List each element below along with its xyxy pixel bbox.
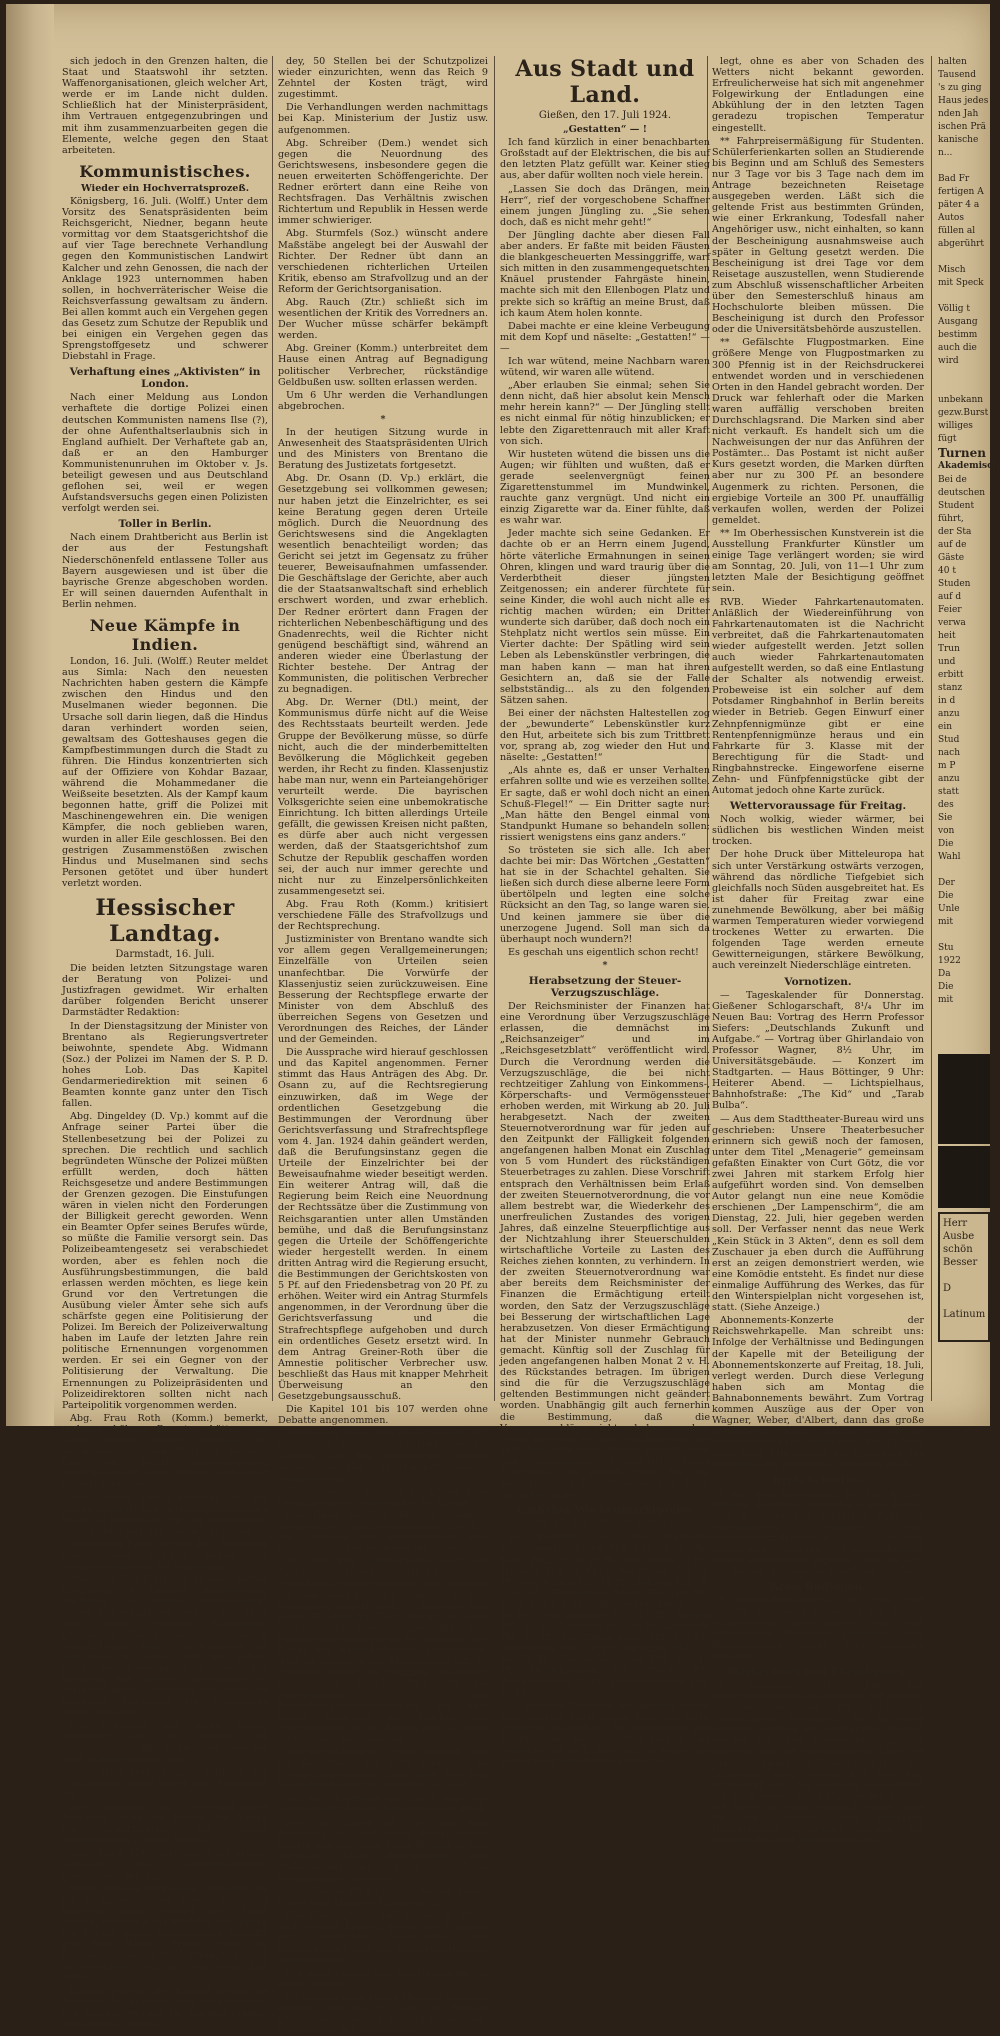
paragraph: Der Jüngling dachte aber diesen Fall aber anders. Er faßte mit beiden Fäusten die blankgescheuerten Messinggriffe, warf sich mitten in den zusammengequetschten Knäuel prustender Fahrgäste hinein, machte sich mit den Ellenbogen Platz und prekte sich so kräftig an meine Brust, daß ich kaum Atem holen konnte.	[500, 229, 710, 319]
paragraph: Abg. Dr. Osann (D. Vp.) erklärt, die Gesetzgebung sei vollkommen gewesen; nur haben jetzt die Einzelrichter, es sei keine Beratung gegen deren Urteile möglich. Durch die Neuordnung des Gerichtswesens sind die Angeklagten wesentlich benachteiligt worden; das Gericht sei jetzt im Gegensatz zu früher teuerer, Beweisaufnahmen umfassender. Die Geschäftslage der Gerichte, aber auch die der Staatsanwaltschaft sind erheblich erschwert worden, und zwar erheblich. Der Redner erörtert dann Fragen der richterlichen Nebenbeschäftigung und des Gnadenrechts, weil die Richter nicht genügend beschäftigt sind, während an anderen wieder eine Überlastung der Richter bestehe. Der Antrag der Kommunisten, die politischen Verbrecher zu begnadigen.	[278, 473, 488, 696]
paragraph: Abg. Sturmfels (Soz.) wünscht andere Maßstäbe angelegt bei der Auswahl der Richter. Der Redner übt dann an verschiedenen richterlichen Urteilen Kritik, ebenso am Strafvollzug und an der Reform der Gerichtsorganisation.	[278, 228, 488, 295]
paragraph: Noch wolkig, wieder wärmer, bei südlichen bis westlichen Winden meist trocken.	[712, 814, 924, 848]
section-separator: *	[602, 959, 608, 971]
section-heading-landtag: Hessischer Landtag.	[95, 895, 235, 947]
paragraph: Abg. Greiner (Komm.) unterbreitet dem Hause einen Antrag auf Begnadigung politischer Verbrecher, rückständige Geldbußen usw. sollten erlassen werden.	[278, 343, 488, 388]
paragraph: ** Fahrpreisermäßigung für Studenten. Schülerferienkarten sollen an Studierende bis Beginn und am Schluß des Semesters nur 3 Tage vor bis 3 Tage nach dem im Antrage bezeichneten Reisetage ausgegeben werden. Läßt sich die geltende Frist aus bestimmten Gründen, wie einer Erkrankung, Todesfall naher Angehöriger usw., nicht einhalten, so kann der Bescheinigung ausnahmsweise auch später in Geltung gesetzt werden. Die Bescheinigung ist drei Tage vor dem Reisetage auszustellen, wenn Studierende zum Abschluß wissenschaftlicher Arbeiten über den Semesterschluß hinaus am Hochschulorte bleiben müssen. Die Bescheinigung ist durch den Professor oder die Universitätsbehörde auszustellen.	[712, 135, 924, 336]
paragraph: Ich war wütend, meine Nachbarn waren wütend, wir waren alle wütend.	[500, 355, 710, 379]
paragraph: ** Mehrere Gewitter, die gestern abend über unserer Stadt zogen, brachten recht ergiebige Regenfälle, die namentlich den Hackfrüchten sehr zustatten kamen. Das Getreide hat sich hier und da unter der Einwirkung des Regens etwas ge-	[500, 1700, 710, 1768]
article-heading: Kreis Schotten.	[772, 1474, 864, 1487]
section-heading-kommunistisches: Kommunistisches.	[79, 161, 251, 181]
paragraph: Abg. Brauer (Bbd.) gibt im Namen seiner Partei eine ähnliche Erklärung ab.	[278, 1886, 488, 1909]
dateline: Darmstadt, 16. Juli.	[115, 949, 215, 960]
paragraph: Abg. Greiner (Komm.) ist gegen jede Bewilligung von Geldern für die Kirche.	[278, 1485, 488, 1508]
column-5-fragment	[938, 56, 1000, 1046]
section-heading-indien: Neue Kämpfe in Indien.	[89, 616, 241, 655]
paragraph: Staatsrat Ulrich erklärt, es seien bisher überhaupt 4 Beamte ausgewiesen, nachdem 79 wieder zurückgekehrt waren. Die Aufnahmen vom 26. Juni 1924 sind unter gleichen Umständen geschehen. Die Ausweisungen der in Mainz befindlichen 7500 Beamten, die alle unter 50 Jahren sind, sind jedoch nicht zurückgenommen worden. Die Hoffnung auf weitere Zulassungen sei vorläufig gering, vielleicht daß nach der Londoner Konferenz ein schnelleres Tempo einsetze.	[62, 1574, 268, 1719]
paragraph: Die Verhandlungen werden nachmittags bei Kap. Ministerium der Justiz usw. aufgenommen.	[278, 102, 488, 136]
paragraph: Bei einer der nächsten Haltestellen zog der „bewunderte“ Lebenskünstler kurz den Hut, arbeitete sich bis zum Trittbrett vor, sprang ab, zog wieder den Hut und näselte: „Gestatten!“	[500, 707, 710, 764]
article-heading: Vornotizen.	[784, 975, 852, 988]
paragraph: Zu dem Kap. Volksschulen liegt ein Antrag Dauer (Bbd.) vor, Fortbildungsschulunterricht im Sommer auf dem Lande ausfallen zu lassen, es wird namentlich abgestimmt. 17 Stimmen sind dafür, 30 dagegen. Der Antrag ist somit abgelehnt. Ein Antrag Glaser (Bbd.), den Fortbildungsschulunterricht während der Dauer der Wirtschaftsjahre auszusetzen, wird in namentlicher Abstimmung mit 38 Stimmen gegen 28 Stimmen abgelehnt. Ein Antrag Rauch (Ztr.) will die Angelegenheit des Fortbildungsschulunterrichts auf dem Lande wiederum des Reiches des Kommunisten ab der Antrag mit 35 gegen 20 Stimmen angenommen.	[278, 1556, 488, 1745]
text-fragment: Bei de deutschen Student führt, der Sta auf de Gäste 40 t Studen auf d Feier verwa heit Trun und erbitt stanz in d anzu ein Stud nach m P anzu statt des Sie von Die Wahl Der Die Unle mit Stu 1922 Da Die mit	[938, 475, 986, 1006]
article-heading: Wettervoraussage für Freitag.	[729, 800, 907, 813]
paragraph: Königsberg, 16. Juli. (Wolff.) Unter dem Vorsitz des Senatspräsidenten beim Reichsgericht, Niedner, begann heute vormittag vor dem Staatsgerichtshof die auf vier Tage berechnete Verhandlung gegen den Kommunistischen Landwirt Kalcher und zehn Genossen, die nach der Anklage 1923 unternommen haben sollen, in hochverräterischer Weise die Reichsverfassung gewaltsam zu ändern. Bei allen kommt auch ein Vergehen gegen das Gesetz zum Schutze der Republik und bei einigen ein Vergehen gegen das Sprengstoffgesetz und schwerer Diebstahl in Frage.	[62, 195, 268, 363]
paragraph: „Als ahnte es, daß er unser Verhalten erfahren sollte und wie es verzeihen sollte. Er sagte, daß er wohl doch nicht an einen Schuß-Flegel!“ — Ein Dritter sagte nur: „Man hätte den Bengel einmal vom Standpunkt Humane so behandeln sollen; rissiert wenigstens eins ganz anders.“	[500, 765, 710, 843]
paragraph: Abg. Frau Roth (Komm.) bemerkt, mehrere höhere Beamten hätten von ihrem Posten weichen müssen, um sozialdemokratischen Platz zu machen. Die von Selbst ausgegangenen Sprüchlammern seien immer noch nicht eingerichtet worden.	[62, 1412, 268, 1491]
article-heading: „Gestatten“ — !	[563, 124, 647, 136]
paragraph: Darauf werden die Kapitel gegen die Stimmen der Kommunisten angenommen. Die Anträge werden für erledigt erklärt. Dem Antrag Dingel-	[62, 1985, 268, 2030]
paragraph: dey, 50 Stellen bei der Schutzpolizei wieder einzurichten, wenn das Reich 9 Zehntel der Kosten trägt, wird zugestimmt.	[278, 56, 488, 101]
paragraph: London, 16. Juli. (Wolff.) Reuter meldet aus Simla: Nach den neuesten Nachrichten haben gestern die Kämpfe zwischen den Hindus und den Muselmanen wieder begonnen. Die Ursache soll darin liegen, daß die Hindus daran verhindert worden seien, gewaltsam des Gotteshauses gegen die Kampfbestimmungen durch die Stadt zu führen. Die Hindus konzentrierten sich auf der Offiziere von Kohdar Bazaar, während die Mohammedaner die Weißseite besetzten. Als der Kampf kaum begonnen hatte, griff die Polizei mit Maschinengewehren ein. Die wenigen Kämpfer, die noch geblieben waren, wurden in aller Eile geschlossen. Bei den gestrigen Zusammenstößen zwischen Hindus und Muselmanen sind sechs Personen getötet und über hundert verletzt worden.	[62, 656, 268, 889]
paragraph: Nach einer Meldung aus London verhaftete die dortige Polizei einen deutschen Kommunisten namens Ilse (?), der ohne Aufenthaltserlaubnis sich in England aufhielt. Der Verhaftete gab an, daß er an den Hamburger Kommunistenunruhen im Oktober v. Js. beteiligt gewesen und aus Deutschland geflohen sei, weil er wegen Aufstandsversuchs gegen einen Polizisten verfolgt werden sei.	[62, 392, 268, 515]
newspaper-page	[6, 4, 1000, 2036]
paragraph: Es geschah uns eigentlich schon recht!	[508, 946, 699, 958]
paragraph: „Aber erlauben Sie einmal; sehen Sie denn nicht, daß hier absolut kein Mensch mehr herein kann?“ — Der Jüngling stellt es nicht einmal für nötig hinzublicken; er lebte den Zigarettenrauch mit aller Kraft von sich.	[500, 380, 710, 447]
paragraph: Es kosteten auf dem heutigen Wochenmarkt: Butter Pfd. 1.80—1.90 Mk., Käse, Pfd. 50 bis 60 Pf., Eier Stück 13 Pf., Wirsing, Pfd. 30 Pf., gelbe Rüben Pfd. 20 Pf., rote Rüben Pfd. 15 Pf., Bohnen Pfd. 30—40 Pf., Blumenkohl Stück 30—100 Pf., Salat Stück 5 Pf., Salatgurken Stück 50—80 Pf., Ober-Kohlrabi Pfd. 15 Pf., Erbsen Pfd. 20 Pf., Tomaten Pfd. 80 Pf., Zwiebeln Pfd. 20 Pf., Kartoffeln, neue, Pfd. 7¹/₂ Pf., Himbeeren Pfd. 70 Pf., Kirschen Pfd. 35 bis 55 Pf., Einmachkirschen Pfd. 40—45 Pf., Heidelbeeren Pfd. 35—40 Pf., Stachelbeeren 30 Pf., Johannisbeeren Pfd. 35 Pf.	[500, 1532, 710, 1699]
paragraph: Der Reichsminister der Finanzen hat eine Verordnung über Verzugszuschläge erlassen, die demnächst im „Reichsanzeiger“ und im „Reichsgesetzblatt“ veröffentlicht wird. Durch die Verordnung werden die Verzugszuschläge, die bei nicht rechtzeitiger Zahlung von Einkommens-, Körperschafts- und Vermögenssteuer erhoben werden, mit Wirkung ab 20. Juli herabgesetzt. Nach der zweiten Steuernotverordnung war für jeden auf den Zeitpunkt der Fälligkeit folgenden angefangenen halben Monat ein Zuschlag von 5 vom Hundert des rückständigen Steuerbetrages zu zahlen. Diese Vorschrift entsprach den Verhältnissen beim Erlaß der zweiten Steuernotverordnung, die vor allem bestrebt war, die Wiederkehr des unerfreulichen Zustandes des vorigen Jahres, daß einzelne Steuerpflichtige aus der Nichtzahlung ihrer Steuerschulden wirtschaftliche Vorteile zu Lasten des Reiches ziehen konnten, zu verhindern. In der zweiten Steuernotverordnung war aber bereits dem Reichsminister der Finanzen die Ermächtigung erteilt worden, den Satz der Verzugszuschläge bei Besserung der wirtschaftlichen Lage herabzusetzen. Von dieser Ermächtigung hat der Minister nunmehr Gebrauch gemacht. Künftig soll der Zuschlag für jeden angefangenen halben Monat 2 v. H. des Rückstandes betragen. Im übrigen sind die für die Verzugszuschläge geltenden Bestimmungen nicht geändert worden. Unabhängig gilt auch fernerhin die Bestimmung, daß die Verzugszuschläge nicht erhoben werden, wenn innerhalb der auf den Zeitpunkt der Fälligkeit folgenden Woche gezahlt wird (die sogenannte Schonfrist). Diese Schonfrist gilt jedoch nicht für die Abführung der Lohnsteuerbeträge durch die Arbeitgeber.	[500, 1001, 710, 1501]
paragraph: sich jedoch in den Grenzen halten, die Staat und Staatswohl ihr setzten. Waffenorganisationen, gleich welcher Art, werde er im Lande nicht dulden. Schließlich hat der Ministerpräsident, ihm Vertrauen entgegenzubringen und mit ihm zusammenzuarbeiten gegen die Elemente, welche gegen den Staat arbeiteten.	[62, 56, 268, 156]
paragraph: Die Kapitel 101 bis 107 werden ohne Debatte angenommen.	[278, 1404, 488, 1427]
paragraph: Ministerialdirektor Urfahr erklärt, daß die Regierung das hohe Interesse an Fortbildungsschulen, doch solle dies kein Präzedenzfall für das nächste Jahr sein.	[278, 1746, 488, 1792]
paragraph: Um 6 Uhr werden die Verhandlungen abgebrochen.	[278, 389, 488, 412]
paragraph: Der Präsident teilt einen Antrag Dingeldey mit, 50 Stellen der Schutzpolizei, die aufgehoben worden sind, wieder einzurichten.	[62, 1720, 268, 1765]
paragraph: In der Dienstagsitzung der Minister von Brentano als Regierungsvertreter beiwohnte, spendete Abg. Widmann (Soz.) der Polizei im Namen der S. P. D. hohes Lob. Das Kapitel Gendarmeriedirektion mit seinen 6 Beamten konnte ganz unter den Tisch fallen.	[62, 1020, 268, 1110]
paragraph: Abg. Reiber (Dem.) verlangt, daß die Angelegenheit des Kriminalkommissars Weber in Darmstadt, die der Mordprozeß zutage gefördert hat, klargelegt werde.	[62, 1492, 268, 1537]
column-4	[712, 56, 924, 1847]
paragraph: * Darmstadt, 16. Juli. Die Stadtverordnetenversammlung hat gestern mit der Beratung des städtischen Voranschlags begonnen, die in einer weiteren Sitzung am Donnerstag erledigt werden soll. Der Gemeindehaushalt im übrigen, daß die wirtschaftliche Lage der Stadt ungeklärt, die Zinsen sind rund 1¹/₂ Millionen Mark, wovon 410 000 Mk. ungedeckt sind. Zur Deckung beabsichtigt die Stadt wegen einer Umlage der Zinsen, die Mittel bisweilen sollen in erster Linie für die Erbauung von mehreren Häuserblocks verwendet werden, die mehrere hundert Wohnungen ent-	[712, 1679, 924, 1847]
paragraph: Nach einem Drahtbericht aus Berlin ist der aus der Festungshaft Niederschönenfeld entlassene Toller aus Bayern ausgewiesen und ist über die bayrische Grenze abgeschoben worden. Er will seinen dauernden Aufenthalt in Berlin nehmen.	[62, 532, 268, 610]
paragraph: ** Gefälschte Flugpostmarken. Eine größere Menge von Flugpostmarken zu 300 Pfennig ist in der Reichsdruckerei entwendet worden und in verschiedenen Orten in den Handel gebracht worden. Der Druck war fehlerhaft oder die Marken waren auffällig verschoben breiten Durchschlagsrand. Die Marken sind aber nicht verkauft. Es handelt sich um die Nachweisungen der nur das Anführen der Postämter... Das Postamt ist nicht außer Kurs gesetzt worden, die Marken dürften aber nur zu 300 Pf. an besondere Augenmerk zu richten. Personen, die ergiebige Vorteile an 300 Pf. unauffällig verkaufen wollen, werden der Polizei gemeldet.	[712, 337, 924, 526]
paragraph: Nach einer Pause richtet Abg. Schreiber (Dem.) eine Anfrage wegen der Ausgewiesenen an die Regierung.	[62, 1538, 268, 1573]
paragraph: Dabei machte er eine kleine Verbeugung mit dem Kopf und näselte: „Gestatten!“ — —	[500, 320, 710, 354]
paragraph: Abg. Frau Roth (Komm.) tritt für die Zustimmung ihrer Partei zum Polizeietat ab.	[62, 1766, 268, 1800]
paragraph: — Aus dem Stadttheater-Bureau wird uns geschrieben: Unsere Theaterbesucher erinnern sich gewiß noch der famosen, unter dem Titel „Menagerie“ gemeinsam gefaßten Einakter von Curt Götz, die vor zwei Jahren mit starkem Erfolg hier aufgeführt worden sind. Von demselben Autor gelangt nun eine neue Komödie erschienen „Der Lampenschirm“, die am Dienstag, 22. Juli, hier gegeben werden soll. Der Verfasser nennt das neue Werk „Kein Stück in 3 Akten“, denn es soll dem Zuschauer ja eben durch die Aufführung erst an zeigen demonstriert werden, wie eine Komödie entsteht. Es findet nur diese einmalige Aufführung des Werkes, das für den Winterspielplan nicht vorgesehen ist, statt. (Siehe Anzeige.)	[712, 1113, 924, 1314]
advertisement-box: Herr Ausbe schön Besser D Latinum	[938, 1212, 990, 1342]
paragraph: Abg. Dr. Werner (Dtl.) meint, der Kommunismus dürfe nicht auf die Weise des Rechtsstaats beurteilt werden. Jede Gruppe der Bevölkerung müsse, so dürfe nicht, auch die der minderbemittelten Bevölkerung die Möglichkeit gegeben werden, ihr Recht zu finden. Klassenjustiz habe man nur, wenn ein Parteiangehöriger verurteilt werde. Die bayrischen Volksgerichte seien eine unbemokratische Einrichtung. Ich bitten allerdings Urteile gefällt, die gewissen Kreisen nicht paßten, es dürfe aber auch nicht vergessen werden, daß der Staatsgerichtshof zum Schutze der Republik geschaffen worden sei, der auch nur immer gerechte und nicht nur zu Einzelpersönlichkeiten zusammengesetzt sei.	[278, 697, 488, 897]
paragraph: Die erste Lesung des Staatshaushalts ist damit beendet.	[278, 1967, 488, 1990]
column-1	[62, 56, 268, 2030]
paragraph: Auf der Tagesordnung steht jetzt das Finanzgesetz für das Rechnungsjahr 1924.	[278, 1793, 488, 1816]
dateline: am 17. Juli (Händlerpreise).	[534, 1518, 676, 1530]
article-heading: Verhaftung eines „Aktivisten“ in London.	[69, 366, 261, 391]
paragraph: „Lassen Sie doch das Drängen, mein Herr“, rief der vorgeschobene Schaffner einem jungen Jüngling zu. „Sie sehen doch, daß es nicht mehr geht!“	[500, 183, 710, 228]
paragraph: Nach weiterer Diskussion, während der die Sozialdemokraten wieder den Saal betreten haben, erklärt Abg. Kindt sprach, verteidigt der Minister des Innern die Polizei gegen verschiedene Angriffe aus dem Hause. Früher habe die Polizeiorganisation wohl versagt. Einfluß zu gewinnen, doch sei jetzt diese Zeit vorbei.	[62, 1883, 268, 1984]
article-heading: Toller in Berlin.	[118, 518, 212, 531]
paragraph: RVB. Wieder Fahrkartenautomaten. Anläßlich der Wiedereinführung von Fahrkartenautomaten ist die Nachricht verbreitet, daß die Fahrkartenautomaten wieder aufgestellt werden. Jetzt sollen auch wieder Fahrkartenautomaten aufgestellt werden, so daß eine Entlastung der Schalter als notwendig erweist. Probeweise ist ein solcher auf dem Potsdamer Ringbahnhof in Berlin bereits wieder in Betrieb. Gegen Einwurf einer Zehnpfennigmünze gibt er eine Rentenpfennigmünze heraus und ein Fahrkarte für 3. Klasse mit der Berechtigung für die Stadt- und Ringbahnstrecke. Eingeworfene eiserne Zehn- und Fünfpfennigstücke gibt der Automat jedoch ohne Karte zurück.	[712, 596, 924, 797]
paragraph: Jeder machte sich seine Gedanken. Er dachte ob er an Herrn einem Jugend, hörte väterliche Ermahnungen in seinen Ohren, klingen und ward traurig über die Verderbtheit dieser jüngsten Zeitgenossen; ein anderer fürchtete für seine Kinder, die wohl auch nicht alle es richtig machen würden; ein Dritter wunderte sich darüber, daß doch noch ein Stehplatz nicht wertlos sein müsse. Ein Vierter dachte: Der Spätling wird sein Leben als Lebenskünstler verbringen, die man haben kann — man hat ihren Gesichtern an, daß sie der Falle selbstständig... als zu den folgenden Sätzen sahen.	[500, 528, 710, 706]
section-separator: *	[380, 413, 386, 425]
paragraph: Wir husteten wütend die bissen uns die Augen; wir fühlten und wußten, daß er gerade seelenvergnügt feinen Zigarettenstummel im Mundwinkel, rauchte ganz vergnügt. Und nicht ein einzig Zigarette war da. Einer fühlte, daß es wahr war.	[500, 448, 710, 527]
article-heading: Starkenburg und Rheinhessen.	[726, 1665, 910, 1678]
paragraph: Das Finanzgesetz wird sodann in erster und zweiter Lesung gegen die Stimmen der Deutschen Volkspartei, des Bauernbundes und der Deutschnationalen angenommen.	[278, 1910, 488, 1966]
paragraph: Ich fand kürzlich in einer benachbarten Großstadt auf der Elektrischen, die bis auf den letzten Platz gefüllt war. Keiner stieg aus, aber dafür wollten noch viele herein.	[500, 137, 710, 182]
paragraph: In der heutigen Sitzung wurde in Anwesenheit des Staatspräsidenten Ulrich und des Ministers von Brentano die Beratung des Justizetats fortgesetzt.	[278, 427, 488, 472]
paragraph: Abg. Dr. Osann (D. Vp.) gibt eine Erklärung ab, daß seine Partei dieses Gesetz ablehne, weil ihren Wünschen und Anträgen über Ersparungen und Stellenbesetzungen nicht genügend Rechnung getragen sei.	[278, 1817, 488, 1884]
paragraph: Abg. Dingeldey (D. Vp.) kommt auf die Anfrage seiner Partei über die Stellenbesetzung bei der Polizei zu sprechen. Die rechtlich und sachlich begründeten Wünsche der Polizei müßten erfüllt werden, doch hätten Reichsgesetze und andere Bestimmungen der Grenzen gezogen. Die Einstufungen wären in vielen nicht den Forderungen der Billigkeit gerecht geworden. Wenn ein Beamter Opfer seines Berufes würde, so müßte die Familie versorgt sein. Das Polizeibeamtengesetz sei verabschiedet worden, aber es fehlen noch die Ausführungsbestimmungen, die bald erlassen werden möchten, es liege kein Grund vor den Vertretungen die Ausübung vieler Ämter sehe sich aufs schärfste gegen eine Politisierung der Polizei. Im Bereich der Polizeiverwaltung haben im Laufe der letzten Jahre rein politische Ernennungen vorgenommen werden. Er sei ein Gegner von der Politisierung der Verwaltung. Die Ernennungen zu Polizeipräsidenten und Polizeidirektoren sollten nicht nach Parteipolitik vorgenommen werden.	[62, 1111, 268, 1411]
paragraph: — Tageskalender für Donnerstag. Gießener Schlogarschaft, 8¹/₄ Uhr im Neuen Bau: Vortrag des Herrn Professor Siefers: „Deutschlands Zukunft und Aufgabe.“ — Vortrag über Ghirlandaio von Professor Wagner, 8½ Uhr, im Universitätsgebäude. — Konzert im Stadtgarten. — Haus Böttinger, 9 Uhr: Heiterer Abend. — Lichtspielhaus, Bahnhofstraße: „The Kid“ und „Tarab Bulba“.	[712, 989, 924, 1112]
paragraph: Es werden noch einige kleinere Vorlagen erledigt und um 1¹/₂ Uhr die Sitzung geschlossen. Nächste Sitzung Donnerstag. Fortsetzung der Beratungen.	[278, 1991, 488, 2036]
article-heading: Herabsetzung der Steuer-Verzugszuschläge.	[528, 975, 682, 1000]
paragraph: So trösteten sie sich alle. Ich aber dachte bei mir: Das Wörtchen „Gestatten“ hat sie in der Schachtel gehalten. Sie ließen sich durch diese alberne leere Form übertölpeln und legten eine solche Rücksicht an den Tag, so lange waren sie. Und keinen jammere sie über die unerzogene Jugend. Soll man sich da überhaupt noch wundern?!	[500, 845, 710, 945]
paragraph: Nach einer Pause teilt der Präsident mit, daß durch den Staatshaushalt beendet werden soll. Die Beratungen werden sodann bei Kap. 38 (Kirchen) wieder aufgenommen.	[278, 1428, 488, 1484]
text-fragment: halten Tausend 's zu ging Haus jedes nden Jah ischen Prä kanische n... Bad Fr fertigen A päter 4 a Autos füllen al abgerührt Misch mit Speck Völlig t Ausgang bestimm auch die wird unbekann gezw.Burst williges fügt	[938, 57, 989, 444]
section-heading-turnen: Turnen	[938, 446, 986, 460]
article-subheading: Wieder ein Hochverratsprozeß.	[80, 182, 250, 194]
paragraph: Abg. Schreiber (Dem.) wendet sich gegen die Neuordnung des Gerichtswesens, insbesondere gegen die neuen erweiterten Schöffengerichte. Der Redner erörtert dann eine Reihe von Rechtsfragen. Das Verhältnis zwischen Richtertum und Republik in Hessen werde immer schwieriger.	[278, 137, 488, 227]
paragraph: Abg. Widmann (Soz.) verteidigt unter Ausfällen gegen die Rechte des Innern die Schutzpolizei, die gegen Anfeindungen von der Polizei.	[62, 1802, 268, 1847]
column-rule	[272, 56, 273, 1401]
article-heading: Gießener Wochenmarktpreise	[517, 1504, 693, 1517]
article-subheading: Akademisch	[938, 461, 1000, 472]
paragraph: Justizminister von Brentano wandte sich vor allem gegen Verallgemeinerungen; Einzelfälle von Urteilen seien unanfechtbar. Die Vorwürfe der Klassenjustiz seien zurückzuweisen. Eine Besserung der Rechtspflege erwarte der Minister von dem Abschluß des überreichen Segens von Gesetzen und Verordnungen des Reiches, der Länder und der Gemeinden.	[278, 934, 488, 1046]
article-heading: Kreis Büdingen.	[770, 1581, 866, 1594]
column-rule	[494, 56, 495, 1401]
paragraph: ** Im Oberhessischen Kunstverein ist die Ausstellung Frankfurter Künstler um einige Tage verlängert worden; sie wird am Sonntag, 20. Juli, von 11—1 Uhr zum letzten Male der Besichtigung geöffnet sein.	[712, 527, 924, 595]
paragraph: * Aus dem Vogelsberg, 16. Juli. In den Kreisen Schotten, Lauterbach und Alsfeld sind in letzter Zeit wiederholt Fälle von leichenhaften Geflügel- und Rindermarktrückseitige Seuchen beobachtet worden. Untersuchungen haben einwandfrei ergeben, daß es sich um die sog. Bornaische Krankheit handelt.	[712, 1488, 924, 1578]
column-rule	[931, 56, 932, 1401]
black-ad-block	[938, 1054, 990, 1144]
paragraph: * Gründ-Schwalheim, 16. Juli. Seit kurzem ist unsere Gemeinde von Unter-Widdersheim losgegliedert und eine selbständige Gemeinde geworden. Zum Bürgermeister wurde Otto Spengler gewählt.	[712, 1595, 924, 1662]
black-ad-block	[938, 1146, 990, 1208]
paragraph: Abg. Frau Roth (Komm.) kritisiert verschiedene Fälle des Strafvollzugs und der Rechtsprechung.	[278, 898, 488, 933]
paragraph: Abg. Rauch (Ztr.) schließt sich im wesentlichen der Kritik des Vorredners an. Der Wucher müsse schärfer bekämpft werden.	[278, 296, 488, 342]
paragraph: Abonnements-Konzerte der Reichswehrkapelle. Man schreibt uns: Infolge der Verhältnisse und Bedingungen der Kapelle mit der Beteiligung der Abonnementskonzerte auf Freitag, 18. Juli, verlegt werden. Durch diese Verlegung haben sich am Montag die Bahnabonnements bewährt. Zum Vortrag kommen Auszüge aus der Oper von Wagner, Weber, d'Albert, dann das große Schlachtenpotpourri „Erinnerung an die ruhmreichen Kriegsjahre von 1870/71“ von Saro unter Mitwirkung der Spielleute des Bataillons zur Aufführung kommen wird.	[712, 1315, 924, 1471]
paragraph: Die Aussprache wird hierauf geschlossen und das Kapitel angenommen. Ferner stimmt das Haus Anträgen des Abg. Dr. Osann zu, auf die Rechtsregierung einzuwirken, daß im Wege der ordentlichen Gesetzgebung die Bestimmungen der Verordnung über Gerichtsverfassung und Strafrechtspflege vom 4. Jan. 1924 dahin geändert werden, daß die Berufungsinstanz gegen die Urteile der Einzelrichter bei der Beweisaufnahme wieder beseitigt werden. Ein weiterer Antrag will, daß die Regierung beim Reich eine Neuordnung der Rechtssätze über die Zustimmung von Reichsgarantien unter allen Umständen bemühe, und daß die Berufungsinstanz gegen die Urteile der Schöffengerichte wieder hergestellt werden. In einem dritten Antrag wird die Regierung ersucht, die Bestimmungen der Gerichtskosten von 5 Pf. auf den Friedensbetrag von 20 Pf. zu erhöhen. Weiter wird ein Antrag Sturmfels angenommen, in der Verordnung über die Gerichtsverfassung und die Strafrechtspflege aufgehoben und durch ein ordentliches Gesetz ersetzt wird. In dem Antrag Greiner-Roth über die Amnestie politischer Verbrecher usw. beschließt das Haus mit knapper Mehrheit Überweisung an den Gesetzgebungsausschuß.	[278, 1047, 488, 1403]
section-heading-stadt-und-land: Aus Stadt und Land.	[515, 56, 695, 108]
paragraph: Abg. Kindt (Dtl.) hat das Wort erhält, verlassen die Sozialdemokraten geschlossen den Saal.	[62, 1848, 268, 1882]
paragraph: Der hohe Druck über Mitteleuropa hat sich unter Verstärkung ostwärts verzogen, während das nördliche Tiefgebiet sich gleichfalls noch Süden ausgebreitet hat. Es ist daher für Freitag zwar eine zunehmende Bewölkung, aber bei mäßig warmen Temperaturen wieder vorwiegend trockenes Wetter zu erwarten. Die folgenden Tage werden erneute Gewitterneigungen, stärkere Bewölkung, auch vereinzelt Niederschläge eintreten.	[712, 849, 924, 972]
dateline: Gießen, den 17. Juli 1924.	[538, 110, 672, 121]
column-3	[500, 56, 710, 1768]
column-2	[278, 56, 488, 2036]
paragraph: Die beiden letzten Sitzungstage waren der Beratung von Polizei- und Justizfragen gewidmet. Wir erhalten darüber folgenden Bericht unserer Darmstädter Redaktion:	[62, 963, 268, 1019]
paragraph: Das Haus bewilligt für die staatlich anerkannten Religionsgemeinden 338 423 Mk. Anträge auf sozialistischer und kommunistischer Seite werden abgelehnt.	[278, 1510, 488, 1555]
paragraph: legt, ohne es aber von Schaden des Wetters nicht bekannt geworden. Erfreulicherweise hat sich mit angenehmer Folgewirkung der Entladungen eine Abkühlung der in den letzten Tagen geradezu tropischen Temperatur eingestellt.	[712, 56, 924, 134]
binding-shadow	[6, 4, 54, 1426]
